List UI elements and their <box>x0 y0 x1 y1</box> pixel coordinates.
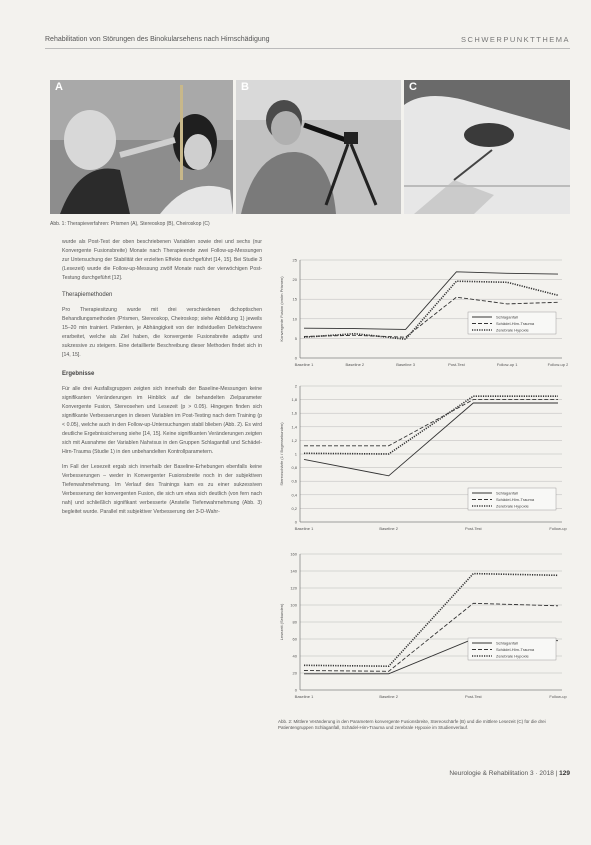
legend-label: Schlaganfall <box>496 314 518 320</box>
y-tick-label: 120 <box>290 585 297 591</box>
photo-panel-a <box>50 80 233 214</box>
chart-stereo-acuity <box>272 380 568 540</box>
x-tick-label: Baseline 1 <box>294 526 314 531</box>
x-tick-label: Follow-up <box>549 694 567 699</box>
paragraph-results-2: Im Fall der Lesezeit ergab sich innerhalb der Baseline-Erhebungen ebenfalls keine Verbesserungen – weder in Konvergenter Fusionsbreite noch in der subjektiven Tiefenwahrnehmung. Im Verlauf des Trainings kam es zu einer sukzessiven Verbesserung der konvergenten Fusion, die sich um etwa sich deutlich (von fern nach nah) und schließlich signifikant verbesserte (Anstelle Tiefenwahrnehmung (Abb. 3) begleitet wurde. Parallel mit subjektiver Verbesserung der 3-D-Wahr- <box>62 464 262 515</box>
x-tick-label: Post-Test <box>464 526 482 531</box>
figure-1-photos <box>50 80 570 214</box>
x-tick-label: Baseline 2 <box>345 362 365 367</box>
legend-label: Schädel-Hirn-Trauma <box>496 321 535 326</box>
chart-reading-time <box>272 548 568 708</box>
chart-svg <box>272 252 568 374</box>
y-tick-label: 0 <box>294 355 297 361</box>
x-tick-label: Follow-up 2 <box>547 362 568 367</box>
y-tick-label: 80 <box>292 619 297 625</box>
series-line <box>304 396 558 454</box>
legend-label: Schädel-Hirn-Trauma <box>496 647 535 652</box>
left-text-column <box>62 238 262 523</box>
y-tick-label: 15 <box>292 296 297 302</box>
y-tick-label: 5 <box>294 335 297 341</box>
heading-ergebnisse: Ergebnisse <box>62 371 95 377</box>
photo-prism-therapy <box>50 80 233 214</box>
page-footer: Neurologie & Rehabilitation 3 · 2018 | 129 <box>449 770 570 777</box>
y-axis-label: Konvergente Fusion (cm/m Prismen) <box>279 276 284 342</box>
y-tick-label: 0,2 <box>291 505 297 511</box>
y-axis-label: Stereoschärfe (1 / Bogensekunden) <box>279 422 284 486</box>
y-tick-label: 2 <box>294 383 297 389</box>
legend-label: Schädel-Hirn-Trauma <box>496 497 535 502</box>
chart-svg <box>272 380 568 540</box>
series-line <box>304 603 558 671</box>
chart-convergent-fusion <box>272 252 568 374</box>
panel-label-b: B <box>241 81 249 93</box>
y-tick-label: 160 <box>290 551 297 557</box>
legend-label: Schlaganfall <box>496 490 518 496</box>
y-tick-label: 140 <box>290 568 297 574</box>
paragraph-results: Für alle drei Ausfallsgruppen zeigten sich innerhalb der Baseline-Messungen keine signifikanten Veränderungen im Hinblick auf die behandelten Zielparameter Konvergente Fusion, Stereosehen und Lesezeit (p > 0.05). Hingegen finden sich signifikante Verbesserungen in diesen Variablen im Post-Testing nach dem Training (p < 0.05), welche auch in den Follow-up-Untersuchungen stabil blieben (Abb. 2). Es wird deutliche Ergebnissicherung siehe [14, 15]. Keine signifikanten Veränderungen zeigten sich mit Ausnahme der Variablen Nahvisus in den Gruppen Schlaganfall und Schädel-Hirn-Trauma (Studie 1) in den unbehandelten Kontrollparametern. <box>62 386 262 455</box>
x-tick-label: Follow-up 1 <box>496 362 518 367</box>
figure-1-caption: Abb. 1: Therapieverfahren: Prismen (A), Stereoskop (B), Cheiroskop (C) <box>50 221 210 227</box>
y-tick-label: 0 <box>294 687 297 693</box>
photo-cheiroscope-therapy <box>404 80 570 214</box>
y-tick-label: 1,6 <box>291 410 297 416</box>
photo-stereoscope-therapy <box>236 80 401 214</box>
x-tick-label: Baseline 1 <box>294 362 314 367</box>
y-tick-label: 1,8 <box>291 397 297 403</box>
photo-panel-b <box>236 80 401 214</box>
x-tick-label: Post-Test <box>448 362 465 367</box>
paragraph-therapy: Pro Therapiesitzung wurde mit drei verschiedenen dichoptischen Behandlungsmethoden (Prismen, Stereoskop, Cheiroskop; siehe Abbildung 1) jeweils 15–20 min trainiert. Patienten, je Abhängigkeit von der individuellen Defektschwere erarbeitet, welche als Ziel haben, die konvergente Fusionsbreite adaptiv und sukzessive zu steigern. Eine detaillierte Beschreibung dieser Methoden findet sich in [14, 15]. <box>62 307 262 358</box>
y-tick-label: 20 <box>292 277 297 283</box>
legend-label: Schlaganfall <box>496 640 518 646</box>
y-tick-label: 0 <box>294 519 297 525</box>
x-tick-label: Post-Test <box>464 694 482 699</box>
series-line <box>304 403 558 476</box>
section-label: SCHWERPUNKTTHEMA <box>460 35 570 44</box>
y-tick-label: 0,6 <box>291 478 297 484</box>
y-tick-label: 100 <box>290 602 297 608</box>
legend-label: Zerebrale Hypoxie <box>496 503 529 509</box>
legend-label: Zerebrale Hypoxie <box>496 327 529 333</box>
figure-2-caption: Abb. 2: Mittlere Veränderung in den Parametern konvergente Fusionsbreite, Stereoschärfe (B) und die mittlere Lesezeit (C) für die drei Patientengruppen Schlaganfall, Schädel-Hirn-Trauma und zerebrale Hypoxie im Studienverlauf. <box>278 719 546 730</box>
paragraph-method: wurde als Post-Test der oben beschriebenen Variablen sowie drei und sechs (nur Konvergente Fusionsbreite) Monate nach Therapieende zwei Follow-up-Messungen zur Untersuchung der Stabilität der erzielten Effekte durchgeführt [14, 15]. Bei Studie 3 (Lesezeit) wurde die Follow-up-Messung zwölf Monate nach der vierwöchigen Post-Testung durchgeführt [12]. <box>62 239 262 281</box>
y-tick-label: 1 <box>294 451 297 457</box>
y-tick-label: 20 <box>292 670 297 676</box>
page-number: 129 <box>559 770 570 777</box>
y-tick-label: 1,4 <box>291 424 297 430</box>
x-tick-label: Baseline 1 <box>294 694 314 699</box>
heading-therapiemethoden: Therapiemethoden <box>62 292 113 298</box>
x-tick-label: Follow-up <box>549 526 567 531</box>
x-tick-label: Baseline 3 <box>396 362 415 367</box>
panel-label-a: A <box>55 81 63 93</box>
running-head <box>45 34 570 49</box>
legend-label: Zerebrale Hypoxie <box>496 653 529 659</box>
running-head-title: Rehabilitation von Störungen des Binokularsehens nach Hirnschädigung <box>45 36 270 43</box>
y-tick-label: 25 <box>292 257 297 263</box>
x-tick-label: Baseline 2 <box>379 694 399 699</box>
chart-svg <box>272 548 568 708</box>
y-axis-label: Lesezeit (Sekunden) <box>279 603 284 641</box>
journal-name: Neurologie & Rehabilitation 3 · 2018 <box>449 770 554 777</box>
photo-panel-c <box>404 80 570 214</box>
y-tick-label: 1,2 <box>291 437 297 443</box>
y-tick-label: 60 <box>292 636 297 642</box>
x-tick-label: Baseline 2 <box>379 526 399 531</box>
y-tick-label: 0,8 <box>291 465 297 471</box>
panel-label-c: C <box>409 81 417 93</box>
y-tick-label: 0,4 <box>291 492 297 498</box>
y-tick-label: 10 <box>292 316 297 322</box>
y-tick-label: 40 <box>292 653 297 659</box>
